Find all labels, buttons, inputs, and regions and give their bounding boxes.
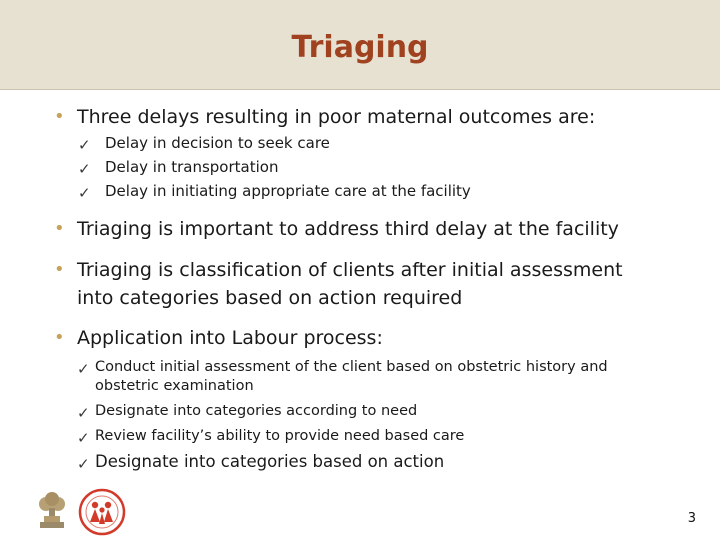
page-number: 3	[687, 511, 696, 526]
checkmark-icon: ✓	[77, 429, 90, 447]
bullet-1-sub-1: Delay in decision to seek care	[105, 134, 330, 152]
round-bullet-icon: •	[54, 259, 65, 280]
checkmark-icon: ✓	[78, 160, 91, 178]
bullet-4-sub-2: Designate into categories according to need	[95, 403, 418, 419]
round-bullet-icon: •	[54, 106, 65, 127]
checkmark-icon: ✓	[78, 184, 91, 202]
bullet-1-sub-3: Delay in initiating appropriate care at the facility	[105, 182, 471, 200]
state-emblem-logo	[36, 488, 68, 532]
bullet-4-sub-1-line1: Conduct initial assessment of the client based on obstetric history and	[95, 359, 608, 375]
slide-title: Triaging	[291, 30, 429, 65]
round-bullet-icon: •	[54, 327, 65, 348]
round-bullet-icon: •	[54, 218, 65, 239]
checkmark-icon: ✓	[77, 360, 90, 378]
checkmark-icon: ✓	[78, 136, 91, 154]
bullet-2-text: Triaging is important to address third delay at the facility	[77, 218, 619, 240]
bullet-1-sub-2: Delay in transportation	[105, 158, 279, 176]
checkmark-icon: ✓	[77, 404, 90, 422]
bullet-3-text-line2: into categories based on action required	[77, 287, 463, 309]
bullet-4-sub-4: Designate into categories based on action	[95, 452, 445, 471]
bullet-4-sub-1-line2: obstetric examination	[95, 378, 254, 394]
bullet-4-sub-3: Review facility’s ability to provide need based care	[95, 428, 465, 444]
bullet-4-text: Application into Labour process:	[77, 327, 383, 349]
national-health-mission-logo	[77, 488, 127, 536]
bullet-3-text-line1: Triaging is classification of clients after initial assessment	[77, 259, 623, 281]
bullet-1-text: Three delays resulting in poor maternal outcomes are:	[77, 106, 596, 128]
checkmark-icon: ✓	[77, 455, 90, 473]
